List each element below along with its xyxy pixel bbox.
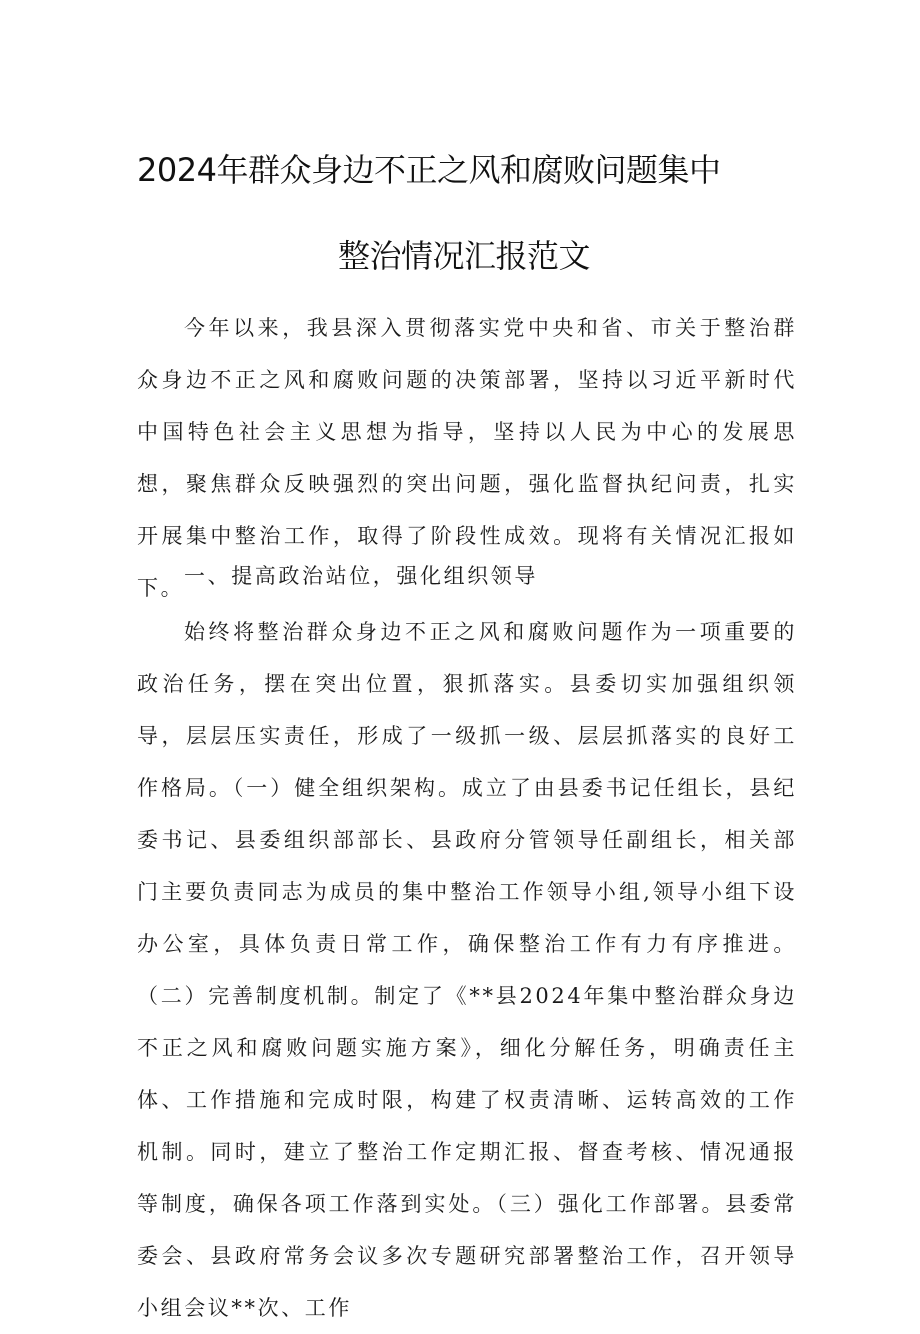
intro-paragraph: 今年以来，我县深入贯彻落实党中央和省、市关于整治群众身边不正之风和腐败问题的决策部署，坚持以习近平新时代中国特色社会主义思想为指导，坚持以人民为中心的发展思想，聚焦群众反映强烈的突出问题，强化监督执纪问责，扎实开展集中整治工作，取得了阶段性成效。现将有关情况汇报如下。 xyxy=(137,316,797,600)
document-title-line-2: 整治情况汇报范文 xyxy=(338,237,591,275)
section-1-paragraph: 始终将整治群众身边不正之风和腐败问题作为一项重要的政治任务，摆在突出位置，狠抓落实。县委切实加强组织领导，层层压实责任，形成了一级抓一级、层层抓落实的良好工作格局。（一）健全组织架构。成立了由县委书记任组长，县纪委书记、县委组织部部长、县政府分管领导任副组长，相关部门主要负责同志为成员的集中整治工作领导小组,领导小组下设办公室，具体负责日常工作，确保整治工作有力有序推进。（二）完善制度机制。制定了《**县2024年集中整治群众身边不正之风和腐败问题实施方案》，细化分解任务，明确责任主体、工作措施和完成时限，构建了权责清晰、运转高效的工作机制。同时，建立了整治工作定期汇报、督查考核、情况通报等制度，确保各项工作落到实处。（三）强化工作部署。县委常委会、县政府常务会议多次专题研究部署整治工作，召开领导小组会议**次、工作 xyxy=(137,620,797,1320)
document-title-line-1: 2024年群众身边不正之风和腐败问题集中 xyxy=(137,151,721,189)
section-heading-1: 一、提高政治站位，强化组织领导 xyxy=(184,564,538,588)
